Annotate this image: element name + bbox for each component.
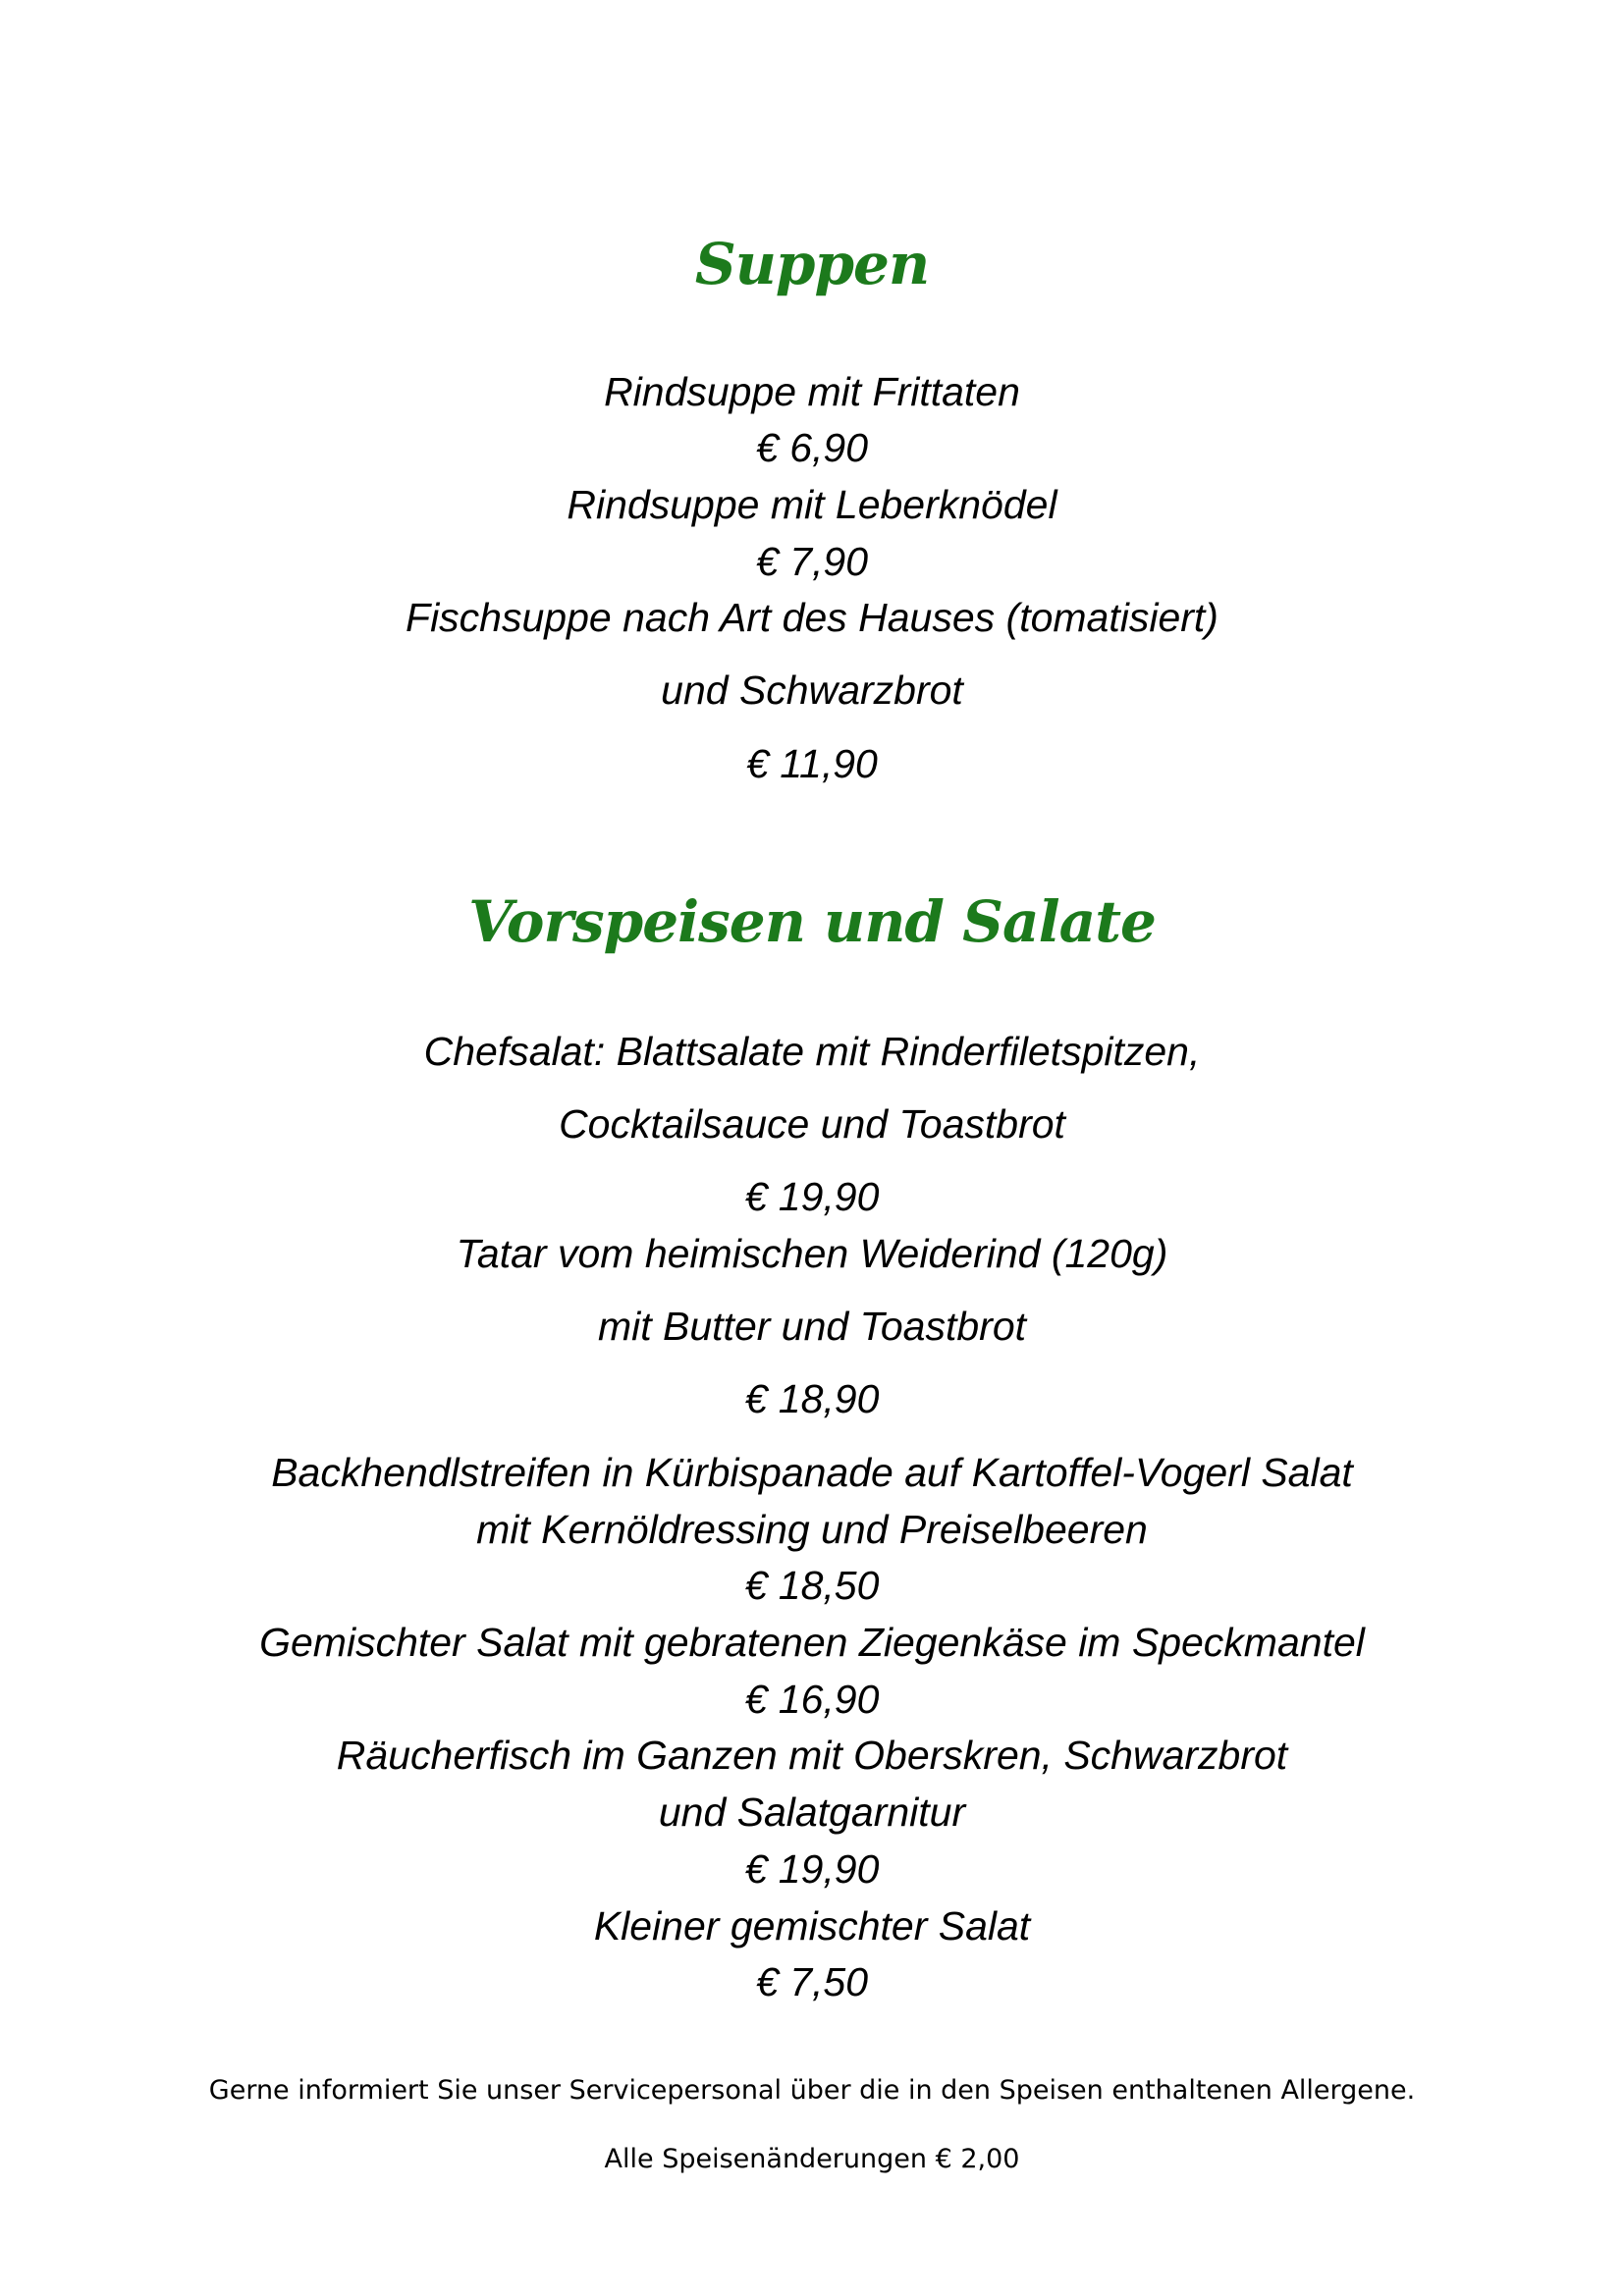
menu-item-line: mit Butter und Toastbrot (597, 1304, 1027, 1349)
menu-item-price: € 7,50 (756, 1959, 868, 2004)
menu-item-price: € 7,90 (756, 539, 868, 584)
menu-item-line: Fischsuppe nach Art des Hauses (tomatisiert) (406, 595, 1218, 640)
menu-item-price: € 6,90 (756, 425, 868, 470)
menu-item-line: Räucherfisch im Ganzen mit Oberskren, Schwarzbrot (336, 1733, 1288, 1778)
menu-item-line: Kleiner gemischter Salat (593, 1903, 1031, 1949)
section-heading-starters: Vorspeisen und Salate (468, 888, 1156, 955)
menu-item-line: Gemischter Salat mit gebratenen Ziegenkäse im Speckmantel (259, 1620, 1365, 1665)
menu-item-line: mit Kernöldressing und Preiselbeeren (476, 1507, 1148, 1552)
menu-item-price: € 11,90 (746, 741, 878, 786)
menu-item-price: € 16,90 (744, 1677, 880, 1722)
menu-item-price: € 18,90 (744, 1376, 880, 1421)
menu-item-line: und Schwarzbrot (661, 667, 963, 713)
menu-item-price: € 19,90 (744, 1174, 880, 1219)
section-heading-soups: Suppen (694, 231, 930, 297)
changes-note: Alle Speisenänderungen € 2,00 (604, 2144, 1020, 2174)
allergen-note: Gerne informiert Sie unser Servicepersonal über die in den Speisen enthaltenen Allergene. (208, 2075, 1416, 2106)
menu-item-line: Tatar vom heimischen Weiderind (120g) (456, 1231, 1168, 1276)
menu-item-price: € 19,90 (744, 1846, 880, 1892)
menu-item-line: Rindsuppe mit Leberknödel (567, 482, 1057, 527)
menu-item-line: Chefsalat: Blattsalate mit Rinderfiletspitzen, (423, 1029, 1201, 1074)
menu-item-line: Rindsuppe mit Frittaten (604, 369, 1020, 414)
menu-item-line: und Salatgarnitur (658, 1789, 966, 1835)
menu-item-line: Cocktailsauce und Toastbrot (559, 1101, 1065, 1147)
menu-item-price: € 18,50 (744, 1563, 880, 1608)
menu-item-line: Backhendlstreifen in Kürbispanade auf Kartoffel-Vogerl Salat (271, 1450, 1353, 1495)
